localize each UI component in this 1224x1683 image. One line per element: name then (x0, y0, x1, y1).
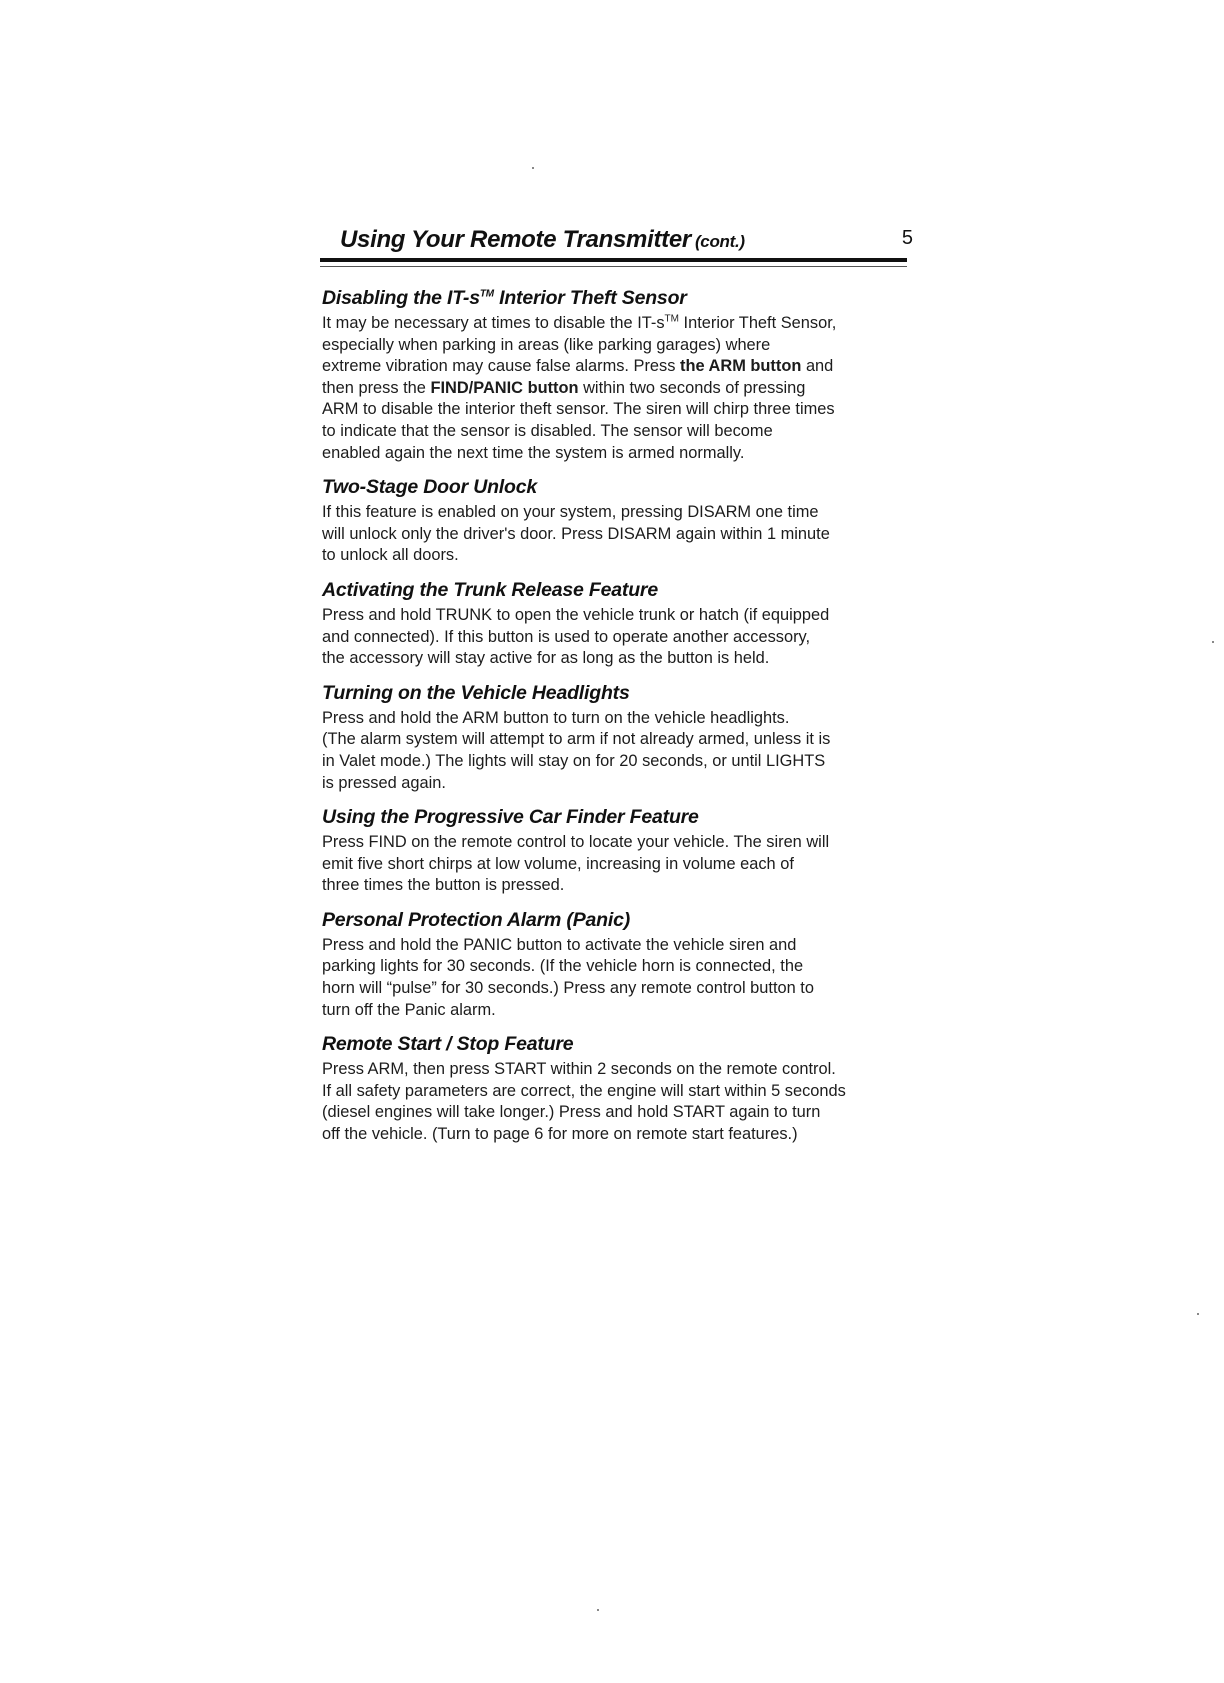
section-trunk-release (322, 577, 912, 670)
scan-speck (1212, 641, 1214, 643)
section-body (322, 832, 912, 897)
section-remote-start (322, 1031, 912, 1145)
body-line: Press and hold the ARM button to turn on the vehicle headlights. (322, 708, 790, 727)
body-line: If this feature is enabled on your system, pressing DISARM one time (322, 503, 819, 522)
body-line: will unlock only the driver's door. Press DISARM again within 1 minute (322, 524, 830, 543)
section-body (322, 708, 912, 794)
trademark-mark: TM (479, 288, 494, 300)
body-line: especially when parking in areas (like parking garages) where (322, 335, 771, 354)
body-line: is pressed again. (322, 773, 446, 792)
section-heading (322, 285, 912, 311)
page-content (322, 285, 912, 1156)
section-disabling-sensor (322, 285, 912, 464)
body-line: (diesel engines will take longer.) Press and hold START again to turn (322, 1103, 821, 1122)
body-line: ARM to disable the interior theft sensor. The siren will chirp three times (322, 400, 835, 419)
body-line: If all safety parameters are correct, the engine will start within 5 seconds (322, 1081, 846, 1100)
body-line: and connected). If this button is used to operate another accessory, (322, 627, 811, 646)
page-title (340, 226, 745, 254)
body-line: parking lights for 30 seconds. (If the vehicle horn is connected, the (322, 957, 804, 976)
find-panic-button-emphasis: FIND/PANIC button (430, 378, 579, 397)
scan-speck (1197, 1313, 1199, 1315)
scan-speck (532, 167, 534, 169)
body-line: then press the FIND/PANIC button within two seconds of pressing (322, 378, 806, 397)
header-rule-thin (320, 266, 907, 267)
section-heading: Activating the Trunk Release Feature (322, 578, 658, 601)
body-line: extreme vibration may cause false alarms. Press the ARM button and (322, 357, 834, 376)
section-panic-alarm (322, 907, 912, 1021)
header-rule-thick (320, 258, 907, 262)
section-headlights (322, 680, 912, 794)
section-two-stage-unlock (322, 474, 912, 567)
body-line: to indicate that the sensor is disabled. The sensor will become (322, 421, 773, 440)
heading-text: Interior Theft Sensor (493, 287, 687, 309)
body-line: three times the button is pressed. (322, 876, 565, 895)
section-body (322, 1059, 912, 1145)
body-line: emit five short chirps at low volume, increasing in volume each of (322, 854, 794, 873)
page-number: 5 (901, 227, 913, 249)
section-heading: Two-Stage Door Unlock (322, 476, 538, 499)
body-line: in Valet mode.) The lights will stay on for 20 seconds, or until LIGHTS (322, 751, 826, 770)
body-line: enabled again the next time the system is armed normally. (322, 443, 745, 462)
body-line: turn off the Panic alarm. (322, 1000, 496, 1019)
body-line: Press FIND on the remote control to locate your vehicle. The siren will (322, 833, 830, 852)
section-heading: Turning on the Vehicle Headlights (322, 681, 630, 704)
body-line: Press ARM, then press START within 2 seconds on the remote control. (322, 1060, 836, 1079)
section-body (322, 935, 912, 1021)
page-title-text: Using Your Remote Transmitter (340, 226, 691, 253)
arm-button-emphasis: the ARM button (680, 357, 802, 376)
body-line: horn will “pulse” for 30 seconds.) Press any remote control button to (322, 979, 814, 998)
body-line: (The alarm system will attempt to arm if not already armed, unless it is (322, 730, 831, 749)
section-heading: Using the Progressive Car Finder Feature (322, 806, 699, 829)
body-line: Press and hold TRUNK to open the vehicle trunk or hatch (if equipped (322, 605, 830, 624)
body-line: Press and hold the PANIC button to activate the vehicle siren and (322, 935, 797, 954)
section-heading: Personal Protection Alarm (Panic) (322, 908, 631, 931)
body-line: the accessory will stay active for as long as the button is held. (322, 649, 770, 668)
heading-text: Disabling the IT-s (322, 287, 480, 309)
section-car-finder (322, 804, 912, 897)
page-title-suffix: (cont.) (694, 232, 745, 251)
section-body (322, 313, 912, 464)
scan-speck (597, 1609, 599, 1611)
body-line: off the vehicle. (Turn to page 6 for more on remote start features.) (322, 1125, 798, 1144)
page-header (320, 226, 915, 260)
section-body (322, 502, 912, 567)
section-body (322, 605, 912, 670)
body-line: It may be necessary at times to disable the IT-s™ Interior Theft Sensor, (322, 313, 837, 332)
section-heading: Remote Start / Stop Feature (322, 1033, 574, 1056)
body-line: to unlock all doors. (322, 546, 459, 565)
